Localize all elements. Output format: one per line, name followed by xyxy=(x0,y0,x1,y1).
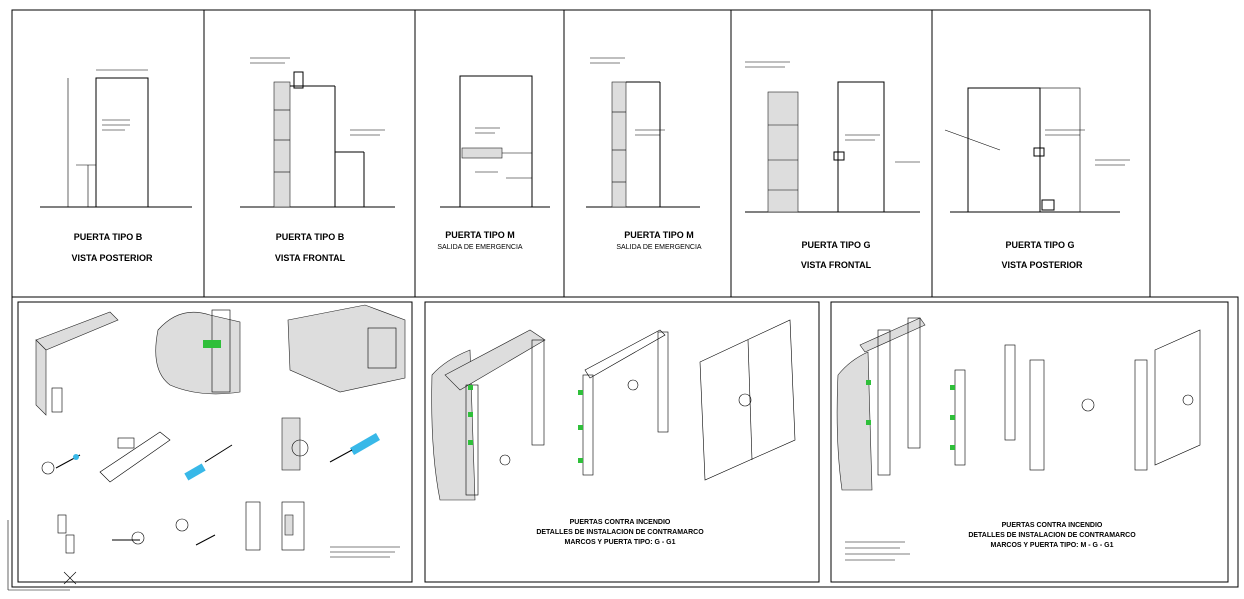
elevation-door-g-rear xyxy=(945,88,1130,212)
green-anchor-mark xyxy=(866,420,871,425)
green-anchor-mark xyxy=(203,340,221,348)
elevation-titles xyxy=(71,230,1083,270)
panel-title-line: DETALLES DE INSTALACION DE CONTRAMARCO xyxy=(536,529,704,536)
green-anchor-mark xyxy=(578,390,583,395)
panel-title-line: MARCOS Y PUERTA TIPO: G - G1 xyxy=(564,539,676,546)
cyan-bolt-mark xyxy=(184,464,205,481)
elevation-door-m-2 xyxy=(586,58,700,207)
elevation-title: PUERTA TIPO B xyxy=(275,232,345,242)
elevation-subtitle: VISTA POSTERIOR xyxy=(1001,260,1083,270)
green-anchor-mark xyxy=(950,385,955,390)
elevation-subtitle: VISTA POSTERIOR xyxy=(71,253,153,263)
panel-title-line: PUERTAS CONTRA INCENDIO xyxy=(569,519,671,526)
green-anchor-mark xyxy=(866,380,871,385)
contramarco-m-g-panel xyxy=(837,318,1200,560)
elevation-title: PUERTA TIPO B xyxy=(73,232,143,242)
green-anchor-mark xyxy=(578,458,583,463)
elevation-door-g-front xyxy=(745,62,920,212)
green-anchor-mark xyxy=(468,440,473,445)
panel-title-line: DETALLES DE INSTALACION DE CONTRAMARCO xyxy=(968,532,1136,539)
elevation-subtitle: SALIDA DE EMERGENCIA xyxy=(616,244,702,251)
contramarco-g-panel xyxy=(432,320,795,546)
elevation-subtitle: VISTA FRONTAL xyxy=(274,253,346,263)
green-anchor-mark xyxy=(950,415,955,420)
panel-title-line: PUERTAS CONTRA INCENDIO xyxy=(1001,522,1103,529)
green-anchor-mark xyxy=(950,445,955,450)
elevation-title: PUERTA TIPO M xyxy=(624,230,694,240)
elevation-door-b-rear xyxy=(40,70,192,207)
elevation-title: PUERTA TIPO M xyxy=(445,230,515,240)
green-anchor-mark xyxy=(468,412,473,417)
cyan-fastener-mark xyxy=(73,454,79,460)
cyan-screw-mark xyxy=(350,433,380,455)
hardware-details-panel xyxy=(36,305,405,557)
elevation-door-m-1 xyxy=(440,76,550,207)
elevation-subtitle: VISTA FRONTAL xyxy=(800,260,872,270)
panel-title-line: MARCOS Y PUERTA TIPO: M - G - G1 xyxy=(990,542,1114,549)
elevation-subtitle: SALIDA DE EMERGENCIA xyxy=(437,244,523,251)
green-anchor-mark xyxy=(578,425,583,430)
green-anchor-mark xyxy=(468,385,473,390)
elevation-title: PUERTA TIPO G xyxy=(1005,240,1075,250)
elevation-title: PUERTA TIPO G xyxy=(801,240,871,250)
elevation-door-b-front xyxy=(240,58,395,207)
elevation-row-frame xyxy=(12,10,1150,297)
